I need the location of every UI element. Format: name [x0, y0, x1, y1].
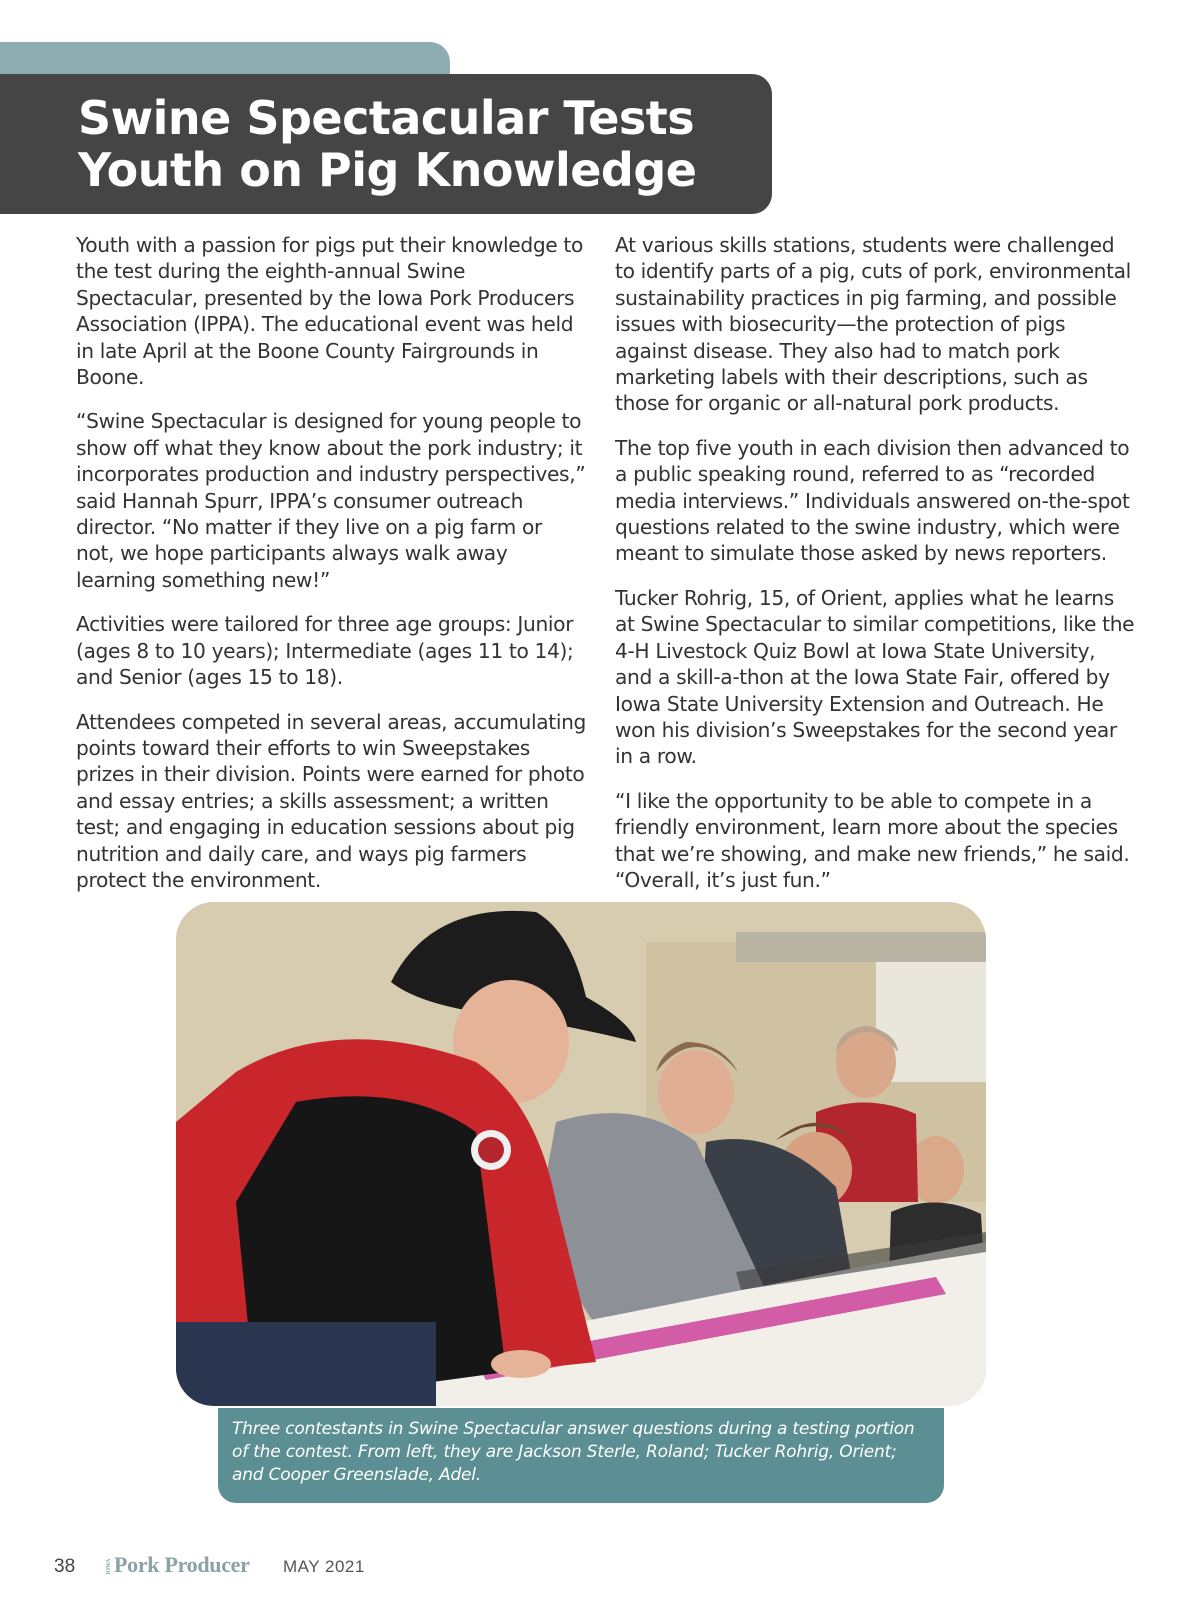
right-column [615, 232, 1135, 911]
paragraph: At various skills stations, students were challenged to identify parts of a pig, cuts of pork, environmental sustainability practices in pig farming, and possible issues with biosecurity—the protection of pigs against disease. They also had to match pork marketing labels with their descriptions, such as those for organic or all-natural pork products. [615, 233, 1131, 416]
publication-logo [106, 1552, 250, 1578]
paragraph: Youth with a passion for pigs put their knowledge to the test during the eighth-annual Swine Spectacular, presented by the Iowa Pork Producers Association (IPPA). The educational event was held in late April at the Boone County Fairgrounds in Boone. [76, 233, 583, 390]
contestants-photo [176, 902, 986, 1406]
left-column [76, 232, 586, 911]
paragraph: “Swine Spectacular is designed for young people to show off what they know about the pork industry; it incorporates production and industry perspectives,” said Hannah Spurr, IPPA’s consumer outreach director. “No matter if they live on a pig farm or not, we hope participants always walk away learning something new!” [76, 409, 586, 592]
paragraph: The top five youth in each division then advanced to a public speaking round, referred to as “recorded media interviews.” Individuals answered on-the-spot questions related to the swine industry, which were meant to simulate those asked by news reporters. [615, 435, 1130, 566]
paragraph: Attendees competed in several areas, accumulating points toward their efforts to win Sweepstakes prizes in their division. Points were earned for photo and essay entries; a skills assessment; a written test; and engaging in education sessions about pig nutrition and daily care, and ways pig farmers protect the environment. [76, 709, 586, 892]
photo-caption: Three contestants in Swine Spectacular answer questions during a testing portion of the contest. From left, they are Jackson Sterle, Roland; Tucker Rohrig, Orient; and Cooper Greenslade, Adel. [232, 1419, 915, 1485]
paragraph: “I like the opportunity to be able to compete in a friendly environment, learn more about the species that we’re showing, and make new friends,” he said. “Overall, it’s just fun.” [615, 788, 1130, 892]
logo-small-text: IOWA [106, 1559, 112, 1575]
photo-illustration [176, 902, 986, 1406]
article-title: Swine Spectacular Tests Youth on Pig Knowledge [78, 91, 697, 197]
issue-date: MAY 2021 [283, 1557, 365, 1576]
page-number: 38 [54, 1556, 76, 1577]
logo-text: Pork Producer [114, 1552, 250, 1577]
paragraph: Tucker Rohrig, 15, of Orient, applies what he learns at Swine Spectacular to similar competitions, like the 4-H Livestock Quiz Bowl at Iowa State University, and a skill-a-thon at the Iowa State Fair, offered by Iowa State University Extension and Outreach. He won his division’s Sweepstakes for the second year in a row. [615, 585, 1135, 769]
paragraph: Activities were tailored for three age groups: Junior (ages 8 to 10 years); Intermediate (ages 11 to 14); and Senior (ages 15 to 18). [76, 612, 574, 690]
